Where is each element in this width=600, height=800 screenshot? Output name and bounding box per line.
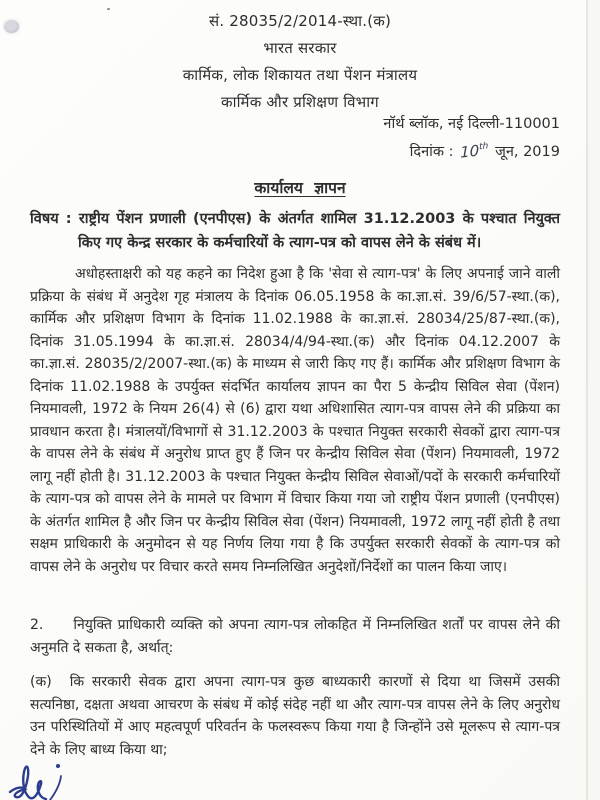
subject-text: राष्ट्रीय पेंशन प्रणाली (एनपीएस) के अंतर्गत शामिल 31.12.2003 के पश्चात नियुक्त किए गए केन्द्र सरकार के कर्मचारियों के त्याग-पत्र को वापस लेने के संबंध में। [78,211,560,251]
paragraph-2-text: नियुक्ति प्राधिकारी व्यक्ति को अपना त्याग-पत्र लोकहित में निम्नलिखित शर्तों पर वापस लेने की अनुमति दे सकता है, अर्थात्: [30,617,560,656]
signature-scribble-mark [6,750,96,800]
paragraph-2-number: 2. [30,617,44,633]
subject-label: विषय : [30,211,72,227]
department-name: कार्मिक और प्रशिक्षण विभाग [221,93,379,111]
government-name: भारत सरकार [263,39,337,57]
body-paragraph-2 [30,614,560,659]
clause-k-marker: (क) [30,674,52,690]
clause-k-paragraph [30,671,560,761]
reference-number: सं. 28035/2/2014-स्था.(क) [208,12,392,30]
handwritten-date: 10th [460,141,489,162]
scan-edge-line [586,0,588,800]
clause-k-text: कि सरकारी सेवक द्वारा अपना त्याग-पत्र कुछ बाध्यकारी कारणों से दिया था जिसमें उसकी सत्यनिष्ठा, दक्षता अथवा आचरण के संबंध में कोई संदेह नहीं था और त्याग-पत्र वापस लेने के लिए अनुरोध उन परिस्थितियों में आए महत्वपूर्ण परिवर्तन के फलस्वरूप किया गया है जिन्होंने उसे मूलरूप से त्याग-पत्र देने के लिए बाध्य किया था; [30,674,560,758]
date-label: दिनांक : [409,144,454,160]
subject-line [30,207,560,255]
ministry-name: कार्मिक, लोक शिकायत तथा पेंशन मंत्रालय [182,66,418,84]
date-line [383,136,560,164]
address-block [383,112,560,164]
date-month-year: जून, 2019 [495,144,560,160]
document-title: कार्यालय ज्ञापन [254,179,346,197]
scan-edge-strip [588,0,600,800]
office-address: नॉर्थ ब्लॉक, नई दिल्ली-110001 [383,116,560,132]
body-paragraph-1: अधोहस्ताक्षरी को यह कहने का निदेश हुआ है कि 'सेवा से त्याग-पत्र' के लिए अपनाई जाने वाली प्रक्रिया के संबंध में अनुदेश गृह मंत्रालय के दिनांक 06.05.1958 के का.ज्ञा.सं. 39/6/57-स्था.(क), कार्मिक और प्रशिक्षण विभाग के दिनांक 11.02.1988 के का.ज्ञा.सं. 28034/25/87-स्था.(क), दिनांक 31.05.1994 के का.ज्ञा.सं. 28034/4/94-स्था.(क) और दिनांक 04.12.2007 के का.ज्ञा.सं. 28035/2/2007-स्था.(क) के माध्यम से जारी किए गए हैं। कार्मिक और प्रशिक्षण विभाग के दिनांक 11.02.1988 के उपर्युक्त संदर्भित कार्यालय ज्ञापन का पैरा 5 केन्द्रीय सिविल सेवा (पेंशन) नियमावली, 1972 के नियम 26(4) से (6) द्वारा यथा अधिशासित त्याग-पत्र वापस लेने की प्रक्रिया का प्रावधान करता है। मंत्रालयों/विभागों से 31.12.2003 के पश्चात नियुक्त सरकारी सेवकों द्वारा त्याग-पत्र के वापस लेने के संबंध में अनुरोध प्राप्त हुए हैं जिन पर केन्द्रीय सिविल सेवा (पेंशन) नियमावली, 1972 लागू नहीं होती है। 31.12.2003 के पश्चात नियुक्त केन्द्रीय सिविल सेवाओं/पदों के सरकारी कर्मचारियों के त्याग-पत्र को वापस लेने के मामले पर विभाग में विचार किया गया जो राष्ट्रीय पेंशन प्रणाली (एनपीएस) के अंतर्गत शामिल है और जिन पर केन्द्रीय सिविल सेवा (पेंशन) नियमावली, 1972 लागू नहीं होती है तथा सक्षम प्राधिकारी के अनुमोदन से यह निर्णय लिया गया है कि उपर्युक्त सरकारी सेवकों के त्याग-पत्र को वापस लेने के अनुरोध पर विचार करते समय निम्नलिखित अनुदेशों/निर्देशों का पालन किया जाए। [30,266,560,575]
letterhead [0,8,600,116]
